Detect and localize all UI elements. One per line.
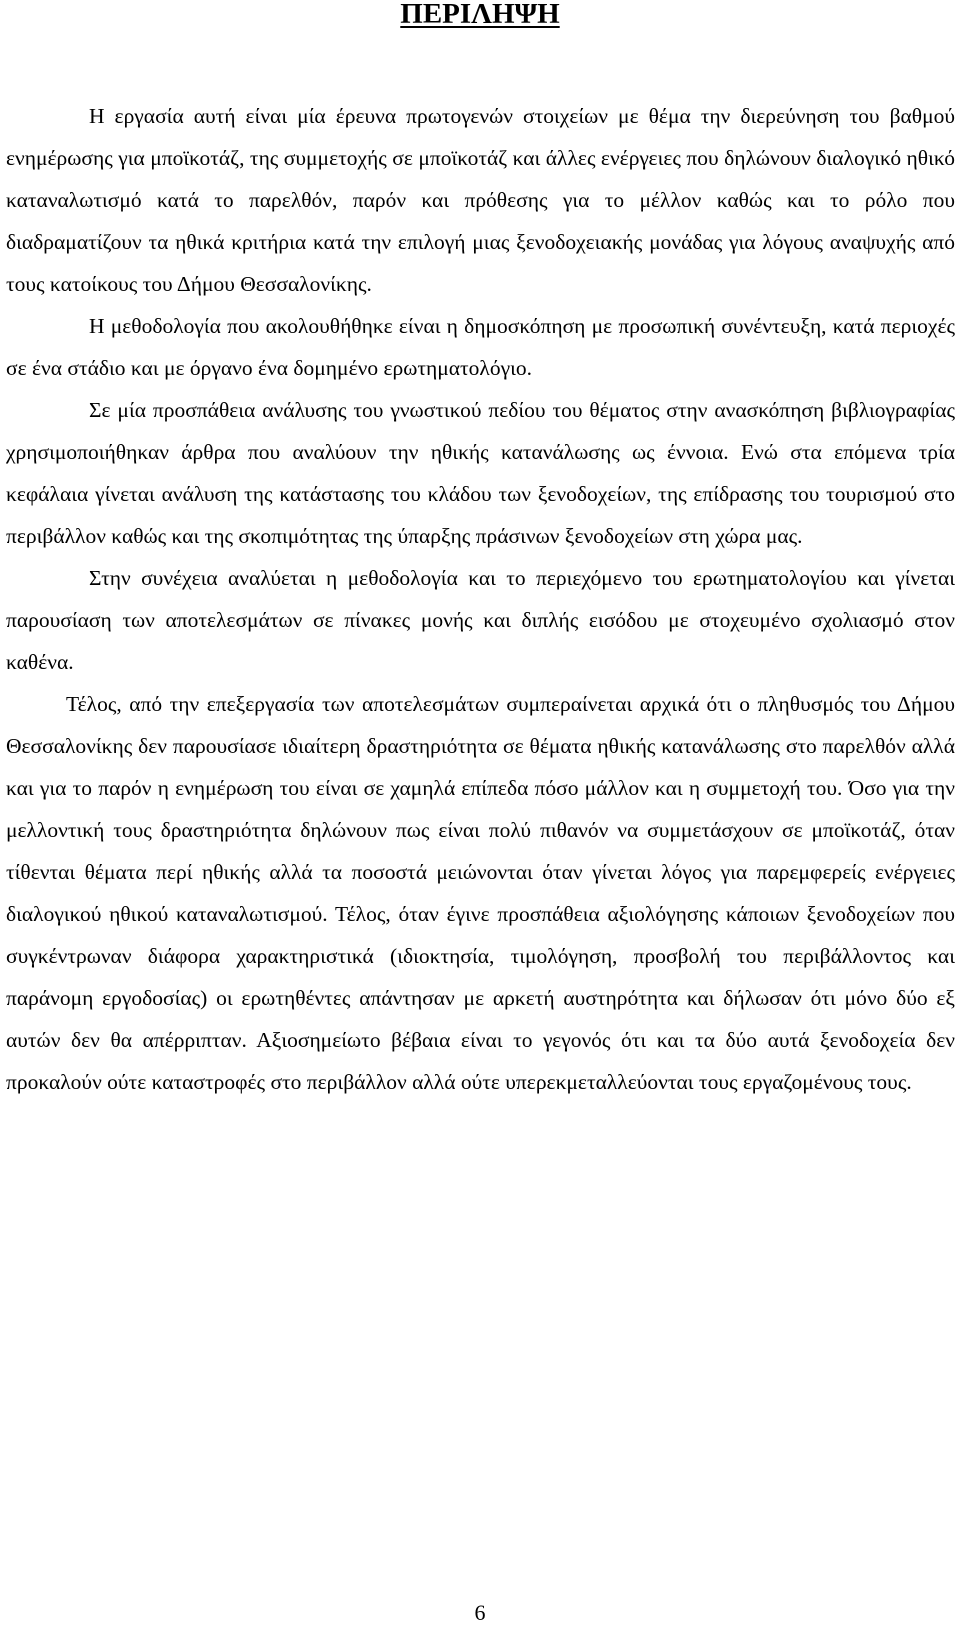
- abstract-body: [6, 95, 955, 1103]
- paragraph-4: Στην συνέχεια αναλύεται η μεθοδολογία και το περιεχόμενο του ερωτηματολογίου και γίνεται παρουσίαση των αποτελεσμάτων σε πίνακες μονής και διπλής εισόδου με στοχευμένο σχολιασμό στον καθένα.: [6, 566, 955, 674]
- paragraph-5: Τέλος, από την επεξεργασία των αποτελεσμάτων συμπεραίνεται αρχικά ότι ο πληθυσμός του Δήμου Θεσσαλονίκης δεν παρουσίασε ιδιαίτερη δραστηριότητα σε θέματα ηθικής κατανάλωσης στο παρελθόν αλλά και για το παρόν η ενημέρωση του είναι σε χαμηλά επίπεδα πόσο μάλλον και η συμμετοχή του. Όσο για την μελλοντική τους δραστηριότητα δηλώνουν πως είναι πολύ πιθανόν να συμμετάσχουν σε μποϊκοτάζ, όταν τίθενται θέματα περί ηθικής αλλά τα ποσοστά μειώνονται όταν γίνεται λόγος για παρεμφερείς ενέργειες διαλογικού ηθικού καταναλωτισμού. Τέλος, όταν έγινε προσπάθεια αξιολόγησης κάποιων ξενοδοχείων που συγκέντρωναν διάφορα χαρακτηριστικά (ιδιοκτησία, τιμολόγηση, προσβολή του περιβάλλοντος και παράνομη εργοδοσίας) οι ερωτηθέντες απάντησαν με αρκετή αυστηρότητα και δήλωσαν ότι μόνο δύο εξ αυτών δεν θα απέρριπταν. Αξιοσημείωτο βέβαια είναι το γεγονός ότι και τα δύο αυτά ξενοδοχεία δεν προκαλούν ούτε καταστροφές στο περιβάλλον αλλά ούτε υπερεκμεταλλεύονται τους εργαζομένους τους.: [6, 692, 955, 1094]
- paragraph-1: Η εργασία αυτή είναι μία έρευνα πρωτογενών στοιχείων με θέμα την διερεύνηση του βαθμού ενημέρωσης για μποϊκοτάζ, της συμμετοχής σε μποϊκοτάζ και άλλες ενέργειες που δηλώνουν διαλογικό ηθικό καταναλωτισμό κατά το παρελθόν, παρόν και πρόθεσης για το μέλλον καθώς και το ρόλο που διαδραματίζουν τα ηθικά κριτήρια κατά την επιλογή μιας ξενοδοχειακής μονάδας για λόγους αναψυχής από τους κατοίκους του Δήμου Θεσσαλονίκης.: [6, 104, 955, 296]
- paragraph-2: Η μεθοδολογία που ακολουθήθηκε είναι η δημοσκόπηση με προσωπική συνέντευξη, κατά περιοχές σε ένα στάδιο και με όργανο ένα δομημένο ερωτηματολόγιο.: [6, 314, 955, 380]
- paragraph-3: Σε μία προσπάθεια ανάλυσης του γνωστικού πεδίου του θέματος στην ανασκόπηση βιβλιογραφίας χρησιμοποιήθηκαν άρθρα που αναλύουν την ηθικής κατανάλωσης ως έννοια. Ενώ στα επόμενα τρία κεφάλαια γίνεται ανάλυση της κατάστασης του κλάδου των ξενοδοχείων, της επίδρασης του τουρισμού στο περιβάλλον καθώς και της σκοπιμότητας της ύπαρξης πράσινων ξενοδοχείων στη χώρα μας.: [6, 398, 955, 548]
- page-number: 6: [474, 1600, 486, 1625]
- page-title: ΠΕΡΙΛΗΨΗ: [400, 0, 560, 30]
